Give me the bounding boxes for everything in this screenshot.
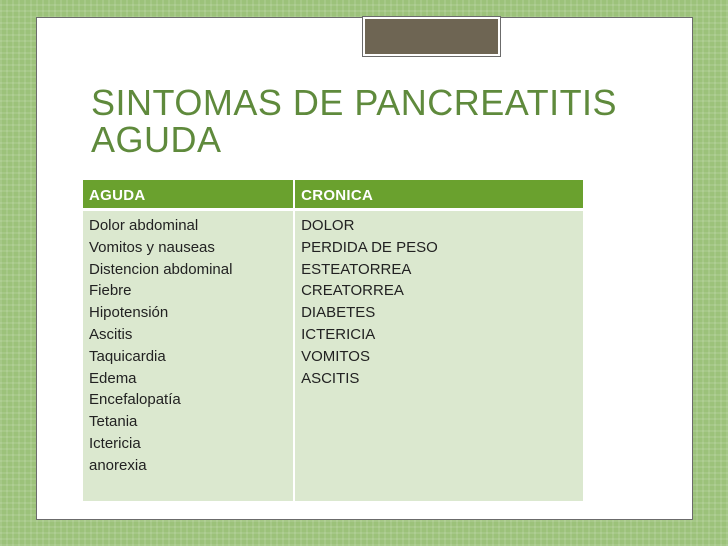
table-row (83, 210, 583, 502)
column-header-cronica: CRONICA (294, 180, 583, 210)
cronica-symptom: VOMITOS (301, 347, 370, 365)
aguda-symptom: Edema (89, 369, 137, 387)
table-header-row (83, 180, 583, 210)
cronica-symptom: CREATORREA (301, 282, 404, 300)
aguda-symptom: Encefalopatía (89, 391, 181, 409)
slide (36, 17, 693, 520)
aguda-symptom-list (89, 215, 287, 477)
cronica-symptom: ASCITIS (301, 369, 360, 387)
aguda-cell (83, 210, 294, 502)
aguda-symptom: Taquicardia (89, 347, 166, 365)
aguda-symptom: Ictericia (89, 434, 141, 452)
aguda-symptom: Fiebre (89, 282, 132, 300)
aguda-symptom: Hipotensión (89, 304, 169, 322)
cronica-symptom-list (301, 215, 577, 389)
cronica-cell (294, 210, 583, 502)
cronica-symptom: ICTERICIA (301, 325, 376, 343)
aguda-symptom: Vomitos y nauseas (89, 238, 215, 256)
aguda-symptom: Ascitis (89, 325, 133, 343)
slide-title: SINTOMAS DE PANCREATITIS AGUDA (91, 82, 618, 160)
cronica-symptom: PERDIDA DE PESO (301, 238, 438, 256)
aguda-symptom: Dolor abdominal (89, 217, 199, 234)
cronica-symptom: ESTEATORREA (301, 260, 412, 278)
symptoms-table (83, 180, 583, 501)
aguda-symptom: anorexia (89, 456, 147, 474)
aguda-symptom: Distencion abdominal (89, 260, 233, 278)
aguda-symptom: Tetania (89, 413, 138, 431)
column-header-aguda: AGUDA (83, 180, 294, 210)
cronica-symptom: DOLOR (301, 217, 355, 234)
cronica-symptom: DIABETES (301, 304, 376, 322)
decorative-tab (363, 17, 500, 56)
